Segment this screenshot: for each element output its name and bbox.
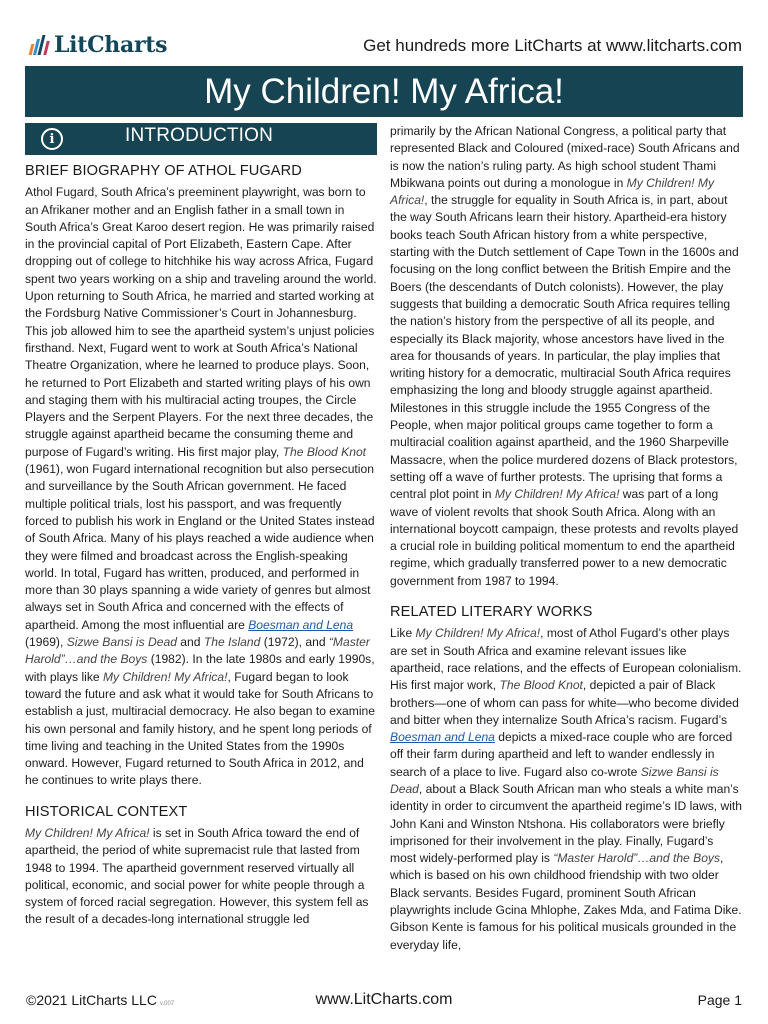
historical-context-paragraph-start: My Children! My Africa! is set in South Africa toward the end of apartheid, the period of white supremacist rule that lasted from 1948 to 1994. The apartheid government reserved virtually all political, economic, and social power for white people through a system of forced racial segregation. However, this system fell as the result of a decades-long international struggle led [25, 825, 369, 927]
biography-paragraph: Athol Fugard, South Africa’s preeminent playwright, was born to an Afrikaner mother and an English father in a small town in South Africa’s Great Karoo desert region. He was primarily raised in the provincial capital of Port Elizabeth, Eastern Cape. After dropping out of college to hitchhike his way across Africa, Fugard spent two years working on a ship and traveling around the world. Upon returning to South Africa, he married and started working at the Fordsburg Native Commissioner’s Court in Johannesburg. This job allowed him to see the apartheid system’s unjust policies firsthand. Next, Fugard went to work at South Africa’s National Theatre Organization, where he learned to produce plays. Soon, he returned to Port Elizabeth and started writing plays of his own and staging them with his multiracial acting troupes, the Circle Players and the Serpent Players. For the next three decades, the struggle against apartheid became the consuming theme and purpose of Fugard’s writing. His first major play, The Blood Knot (1961), won Fugard international recognition but also persecution and surveillance by the South African government. He faced multiple political trials, lost his passport, and was frequently forced to publish his work in England or the United States instead of South Africa. Many of his plays reached a wide audience when they were filmed and broadcast across the English-speaking world. In total, Fugard has written, produced, and performed in more than 30 plays spanning a wide variety of genres but almost always set in South Africa and concerned with the effects of apartheid. Among the most influential are Boesman and Lena (1969), Sizwe Bansi is Dead and The Island (1972), and “Master Harold”…and the Boys (1982). In the late 1980s and early 1990s, with plays like My Children! My Africa!, Fugard began to look toward the future and ask what it would take for South Africans to establish a just, multiracial democracy. He also began to examine his own personal and family history, and he spent long periods of time living and teaching in the United States from the 1990s onward. However, Fugard returned to South Africa in 2012, and he continues to write plays there. [25, 185, 377, 788]
work-title: Sizwe Bansi is Dead [390, 764, 719, 796]
work-title: The Island [203, 635, 261, 650]
introduction-banner [25, 123, 377, 155]
footer-site-link[interactable]: www.LitCharts.com [315, 991, 453, 1008]
work-title: My Children! My Africa! [415, 626, 541, 641]
work-title: The Blood Knot [282, 444, 367, 459]
info-icon: i [41, 128, 63, 150]
right-column [390, 123, 742, 968]
brand-name: LitCharts [54, 32, 168, 58]
related-works-paragraph: Like My Children! My Africa!, most of Athol Fugard’s other plays are set in South Africa and examine relevant issues like apartheid, race relations, and the effects of European colonialism. His first major work, The Blood Knot, depicted a pair of Black brothers—one of whom can pass for white—who become divided and bitter when they internalize South Africa’s racism. Fugard’s Boesman and Lena depicts a mixed-race couple who are forced off their farm during apartheid and left to wander endlessly in search of a place to live. Fugard also co-wrote Sizwe Bansi is Dead, about a Black South African man who steals a white man’s identity in order to circumvent the apartheid regime’s ID laws, with John Kani and Winston Ntshona. His collaborators were briefly imprisoned for their involvement in the play. Finally, Fugard’s most widely-performed play is “Master Harold”…and the Boys, which is based on his own childhood friendship with two older Black servants. Besides Fugard, prominent South African playwrights include Gcina Mhlophe, Zakes Mda, and Fatima Dike. Gibson Kente is famous for his political musicals grounded in the everyday life, [390, 626, 742, 952]
copyright: ©2021 LitCharts LLC v.007 [26, 992, 175, 1008]
title-banner [25, 66, 743, 117]
related-works-heading: RELATED LITERARY WORKS [390, 604, 593, 621]
work-title: “Master Harold”…and the Boys [25, 635, 370, 667]
work-title: My Children! My Africa! [390, 175, 715, 208]
version-tag: v.007 [159, 1001, 175, 1007]
page-header [0, 0, 768, 64]
left-column [25, 123, 377, 943]
historical-context-heading: HISTORICAL CONTEXT [25, 803, 188, 820]
work-title: The Blood Knot [499, 678, 583, 693]
promo-text[interactable]: Get hundreds more LitCharts at www.litcharts.com [363, 36, 742, 55]
boesman-and-lena-link[interactable]: Boesman and Lena [248, 617, 354, 632]
page-footer [0, 990, 768, 1024]
introduction-label: INTRODUCTION [125, 125, 274, 146]
page-number: Page 1 [697, 992, 742, 1008]
logo-bars-icon [30, 35, 48, 55]
litcharts-logo[interactable] [30, 30, 167, 60]
work-title: Sizwe Bansi is Dead [66, 635, 177, 650]
work-title: My Children! My Africa! [494, 487, 620, 502]
biography-heading: BRIEF BIOGRAPHY OF ATHOL FUGARD [25, 163, 302, 179]
boesman-and-lena-link[interactable]: Boesman and Lena [390, 730, 495, 745]
work-title: My Children! My Africa! [25, 825, 150, 840]
work-title: My Children! My Africa! [102, 669, 228, 684]
historical-context-paragraph-continued: primarily by the African National Congress, a political party that represented Black and Coloured (mixed-race) South Africans and is now the nation’s ruling party. As high school student Thami Mbikwana points out during a monologue in My Children! My Africa!, the struggle for equality in South Africa is, in part, about the way South Africans learn their history. Apartheid-era history books teach South African history from a white perspective, starting with the Dutch settlement of Cape Town in the 1600s and focusing on the long conflict between the British Empire and the Boers (the descendants of Dutch colonists). However, the play suggests that building a democratic South Africa requires telling the nation’s history from the perspective of all its people, and especially its Black majority, whose ancestors have lived in the area for thousands of years. In particular, the play implies that writing history for a democratic, multiracial South Africa requires emphasizing the long and bloody struggle against apartheid. Milestones in this struggle include the 1955 Congress of the People, when major political groups came together to form a multiracial coalition against apartheid, and the 1960 Sharpeville Massacre, when the police murdered dozens of Black protestors, setting off a wave of further protests. The uprising that forms a central plot point in My Children! My Africa! was part of a long wave of violent revolts that shook South Africa. Along with an international boycott campaign, these protests and revolts played a crucial role in building political momentum to end the apartheid regime, which gradually transferred power to a new democratic government from 1987 to 1994. [390, 124, 740, 588]
page-title: My Children! My Africa! [204, 71, 564, 111]
work-title: “Master Harold”…and the Boys [553, 851, 721, 866]
